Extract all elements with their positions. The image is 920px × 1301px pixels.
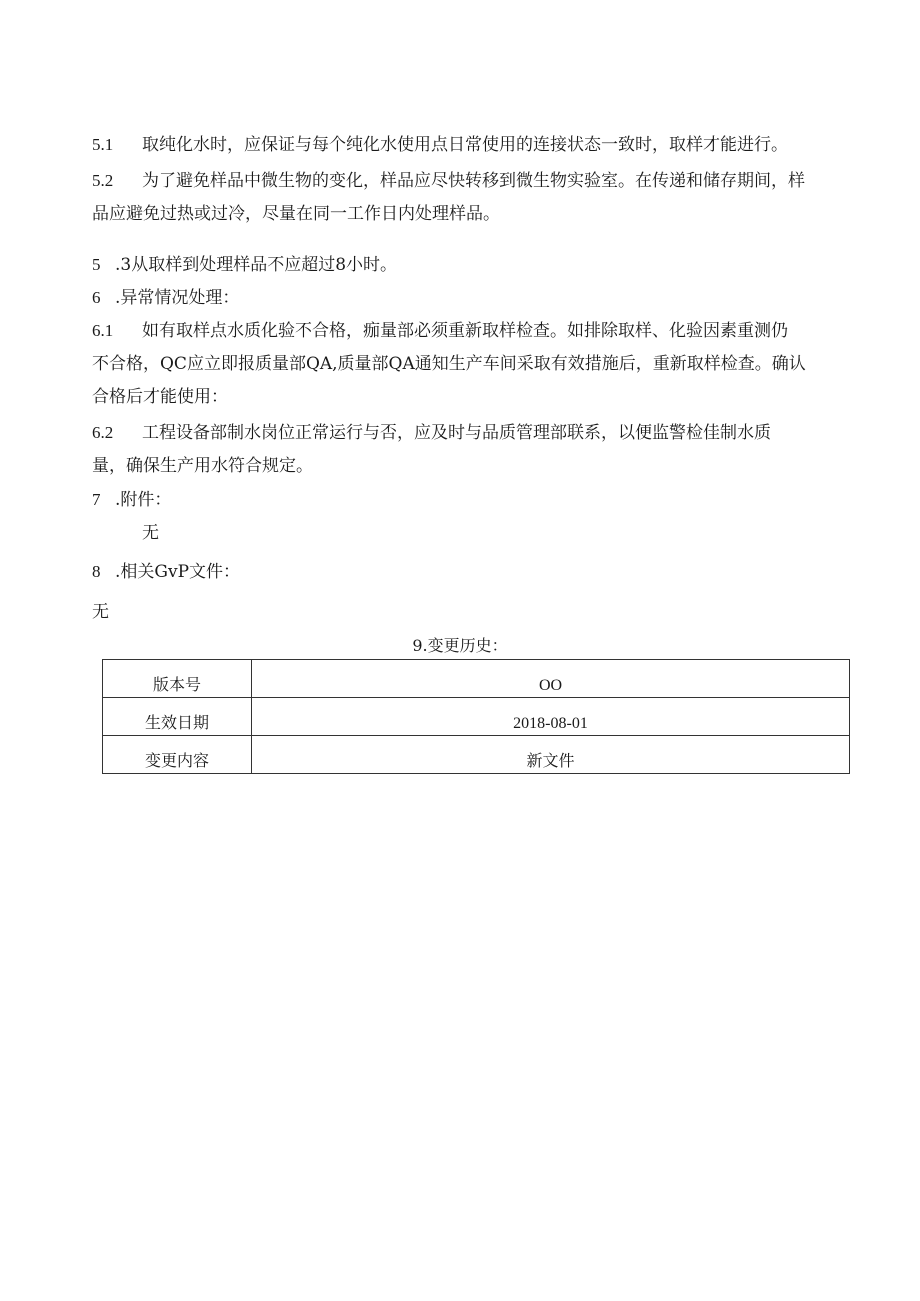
section-6-1-continued	[92, 353, 806, 375]
section-text-line: 品应避免过热或过冷，尽量在同一工作日内处理样品。	[92, 204, 500, 224]
change-content-label: 变更内容	[103, 736, 252, 774]
section-number: 6.2	[92, 423, 114, 442]
section-text: 取纯化水时，应保证与每个纯化水使用点日常使用的连接状态一致时，取样才能进行。	[142, 135, 788, 155]
section-heading: .附件：	[115, 490, 172, 510]
section-number: 5	[92, 255, 101, 274]
section-6	[92, 287, 239, 309]
related-docs-value: 无	[92, 602, 109, 622]
section-5-2-continued	[92, 203, 500, 225]
change-history-table	[102, 659, 850, 774]
section-5-3	[92, 254, 397, 276]
section-6-1-continued	[92, 386, 228, 408]
section-number: 6	[92, 288, 101, 307]
table-row	[103, 660, 850, 698]
table-row	[103, 698, 850, 736]
section-heading: .异常情况处理：	[115, 288, 240, 308]
attachment-value: 无	[142, 523, 159, 543]
change-content-value: 新文件	[252, 736, 850, 774]
table-row	[103, 736, 850, 774]
section-heading: .相关GvP文件：	[115, 562, 241, 582]
section-8	[92, 561, 240, 583]
section-text-line: 不合格，QC应立即报质量部QA,质量部QA通知生产车间采取有效措施后，重新取样检查。确认	[92, 354, 806, 374]
section-number: 7	[92, 490, 101, 509]
change-history-title: 9.变更历史：	[412, 636, 508, 655]
version-label: 版本号	[103, 660, 252, 698]
section-text-line: 合格后才能使用：	[92, 387, 228, 407]
effective-date-label: 生效日期	[103, 698, 252, 736]
section-number: 8	[92, 562, 101, 581]
section-5-2	[92, 170, 805, 192]
section-6-2-continued	[92, 455, 313, 477]
section-text-line: 为了避免样品中微生物的变化，样品应尽快转移到微生物实验室。在传递和储存期间，样	[142, 171, 805, 191]
section-6-2	[92, 422, 771, 444]
section-text-line: 工程设备部制水岗位正常运行与否，应及时与品质管理部联系，以便监警检佳制水质	[142, 423, 771, 443]
section-number: 5.2	[92, 171, 114, 190]
section-text-line: 量，确保生产用水符合规定。	[92, 456, 313, 476]
section-7-value	[142, 522, 159, 544]
version-value: OO	[252, 660, 850, 698]
section-7	[92, 489, 171, 511]
section-number: 5.1	[92, 135, 114, 154]
section-8-value	[92, 601, 109, 623]
effective-date-value: 2018-08-01	[252, 698, 850, 736]
section-text: .3从取样到处理样品不应超过8小时。	[115, 255, 398, 275]
section-text-line: 如有取样点水质化验不合格，痂量部必须重新取样检查。如排除取样、化验因素重测仍	[142, 321, 788, 341]
section-5-1	[92, 134, 788, 156]
section-6-1	[92, 320, 788, 342]
section-number: 6.1	[92, 321, 114, 340]
